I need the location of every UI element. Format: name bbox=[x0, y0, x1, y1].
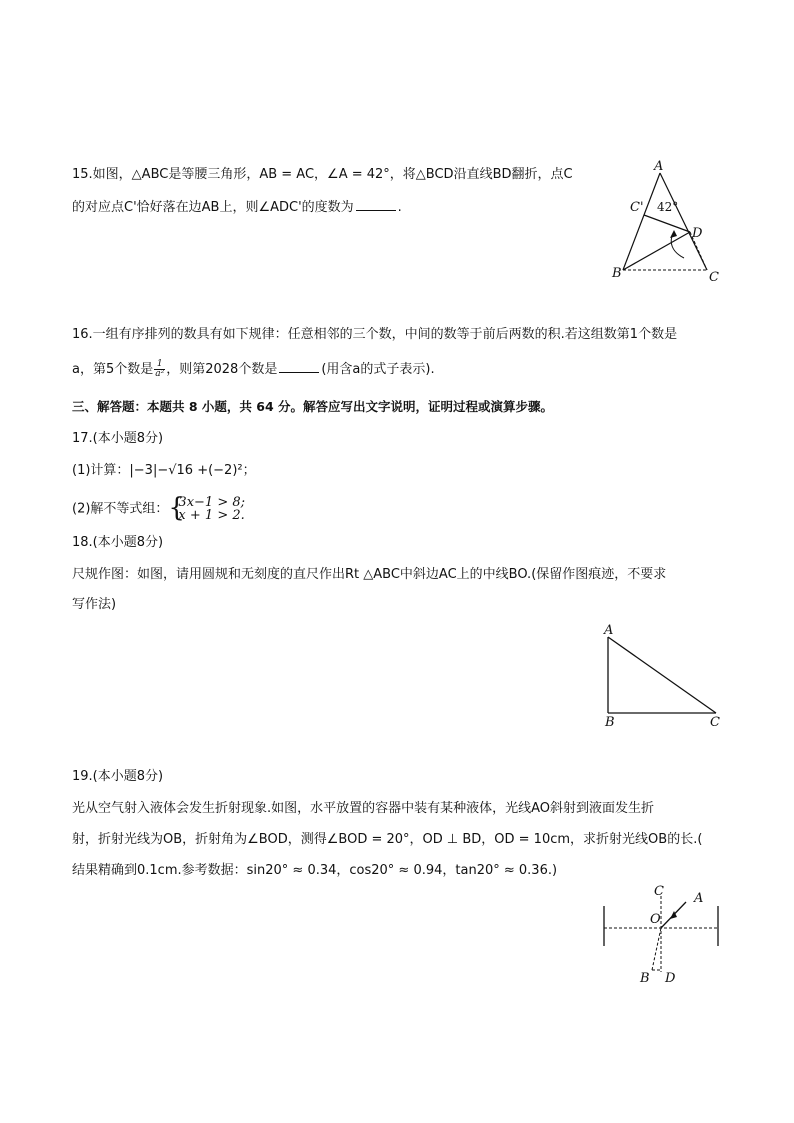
q19-text-3: 结果精确到0.1cm.参考数据：sin20° ≈ 0.34，cos20° ≈ 0.94，tan20° ≈ 0.36.) bbox=[72, 863, 558, 878]
q15-arrow-head bbox=[670, 230, 677, 238]
q15-side-ab bbox=[623, 173, 660, 270]
q18-right-triangle-figure bbox=[598, 620, 728, 732]
inequality-1: 3x−1 > 8; bbox=[178, 495, 245, 510]
section-title: 三、解答题：本题共 8 小题，共 64 分。解答应写出文字说明，证明过程或演算步骤。 bbox=[72, 399, 554, 414]
q15-text-1: 15.如图，△ABC是等腰三角形，AB = AC，∠A = 42°，将△BCD沿直线BD翻折，点C bbox=[72, 167, 573, 182]
q18-head: 18.(本小题8分) bbox=[72, 535, 164, 550]
q19-label-d: D bbox=[665, 971, 676, 986]
q19-label-c: C bbox=[654, 884, 664, 899]
q15-label-cp: C' bbox=[630, 200, 644, 215]
q17-part-2-label: (2)解不等式组： bbox=[72, 501, 169, 517]
q19-text-1: 光从空气射入液体会发生折射现象.如图，水平放置的容器中装有某种液体，光线AO斜射到液面发生折 bbox=[72, 801, 655, 816]
q16-text-1: 16.一组有序排列的数具有如下规律：任意相邻的三个数，中间的数等于前后两数的积.若这组数第1个数是 bbox=[72, 327, 678, 342]
answer-blank bbox=[279, 360, 319, 373]
q15-line-1 bbox=[72, 166, 573, 184]
q18-label-a: A bbox=[604, 623, 614, 638]
q19-refraction-figure bbox=[596, 878, 732, 990]
q15-text-2b: . bbox=[397, 200, 402, 215]
q18-text-1: 尺规作图：如图，请用圆规和无刻度的直尺作出Rt △ABC中斜边AC上的中线BO.(保留作图痕迹，不要求 bbox=[72, 567, 667, 582]
q16-text-2c: (用含a的式子表示). bbox=[321, 362, 435, 377]
q18-side-ac bbox=[608, 637, 716, 713]
q19-label-a: A bbox=[694, 891, 704, 906]
q15-label-c: C bbox=[709, 270, 719, 285]
q19-text-2: 射，折射光线为OB，折射角为∠BOD，测得∠BOD = 20°，OD ⊥ BD，OD = 10cm，求折射光线OB的长.( bbox=[72, 832, 703, 847]
q18-heading bbox=[72, 534, 163, 552]
q18-line-2 bbox=[72, 596, 116, 614]
answer-blank bbox=[356, 198, 396, 211]
section-heading bbox=[72, 398, 553, 416]
q15-line-2 bbox=[72, 198, 402, 217]
q15-cp-d bbox=[644, 215, 690, 232]
q19-head: 19.(本小题8分) bbox=[72, 769, 164, 784]
q17-part-2 bbox=[72, 493, 245, 523]
q17-head: 17.(本小题8分) bbox=[72, 431, 164, 446]
q16-frac-num: 1 bbox=[154, 360, 165, 370]
q16-fraction bbox=[154, 360, 165, 379]
q18-text-2: 写作法) bbox=[72, 597, 117, 612]
inequality-system bbox=[168, 493, 245, 523]
q18-label-b: B bbox=[605, 715, 615, 730]
q18-label-c: C bbox=[710, 715, 720, 730]
q15-label-d: D bbox=[692, 226, 703, 241]
q17-heading bbox=[72, 430, 163, 448]
q16-frac-den: a² bbox=[155, 369, 165, 379]
q19-label-b: B bbox=[640, 971, 650, 986]
q15-triangle-figure bbox=[610, 160, 730, 290]
q16-text-2a: a，第5个数是 bbox=[72, 362, 154, 377]
q19-refracted-ray-ob bbox=[652, 928, 661, 970]
q19-label-o: O bbox=[650, 912, 661, 927]
q18-line-1 bbox=[72, 566, 666, 584]
q15-label-b: B bbox=[612, 266, 622, 281]
q15-angle-label: 42° bbox=[657, 200, 679, 214]
brace-icon: { bbox=[168, 493, 185, 523]
q15-label-a: A bbox=[654, 160, 664, 174]
inequality-2: x + 1 > 2. bbox=[178, 508, 245, 523]
q15-fold-bd bbox=[623, 232, 690, 270]
q16-line-1 bbox=[72, 326, 677, 344]
q19-heading bbox=[72, 768, 163, 786]
q19-line-3 bbox=[72, 862, 557, 880]
q19-line-2 bbox=[72, 831, 702, 849]
q16-text-2b: ，则第2028个数是 bbox=[166, 362, 278, 377]
q19-line-1 bbox=[72, 800, 654, 818]
q17-part-1 bbox=[72, 462, 256, 480]
q15-text-2a: 的对应点C'恰好落在边AB上，则∠ADC'的度数为 bbox=[72, 200, 354, 215]
q17-part-1-text: (1)计算：|−3|−√16 +(−2)²； bbox=[72, 463, 256, 478]
q16-line-2 bbox=[72, 360, 435, 379]
